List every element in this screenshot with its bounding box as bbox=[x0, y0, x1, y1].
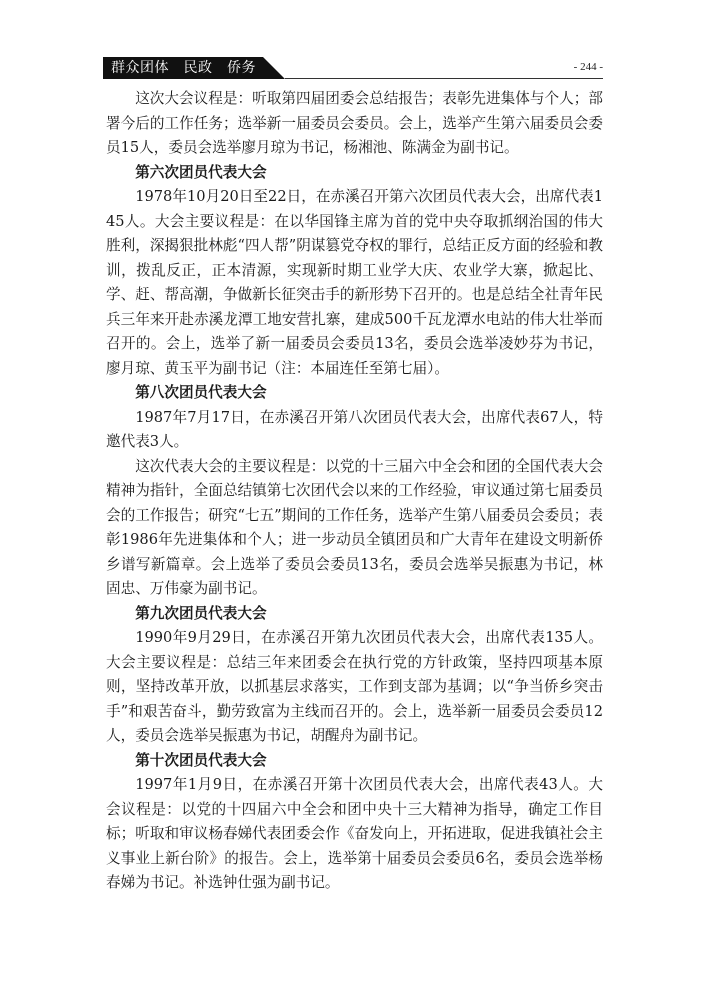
page-number: - 244 - bbox=[573, 61, 603, 73]
header-title: 群众团体 民政 侨务 bbox=[111, 60, 256, 76]
body-paragraph: 这次大会议程是：听取第四届团委会总结报告；表彰先进集体与个人；部署今后的工作任务；选举新一届委员会委员。会上，选举产生第六届委员会委员15人，委员会选举廖月琼为书记，杨湘池、陈满金为副书记。 bbox=[106, 90, 603, 156]
document-body bbox=[106, 87, 603, 896]
header-rule bbox=[285, 78, 603, 79]
body-paragraph: 这次代表大会的主要议程是：以党的十三届六中全会和团的全国代表大会精神为指针，全面总结镇第七次团代会以来的工作经验，审议通过第七届委员会的工作报告；研究“七五”期间的工作任务，选举产生第八届委员会委员；表彰1986年先进集体和个人；进一步动员全镇团员和广大青年在建设文明新侨乡谱写新篇章。会上选举了委员会委员13名，委员会选举吴振惠为书记，林固忠、万伟豪为副书记。 bbox=[106, 457, 603, 597]
section-heading-8th-congress: 第八次团员代表大会 bbox=[135, 384, 267, 401]
body-paragraph: 1997年1月9日，在赤溪召开第十次团员代表大会，出席代表43人。大会议程是：以党的十四届六中全会和团中央十三大精神为指导，确定工作目标；听取和审议杨春娣代表团委会作《奋发向上，开拓进取，促进我镇社会主义事业上新台阶》的报告。会上，选举第十届委员会委员6名，委员会选举杨春娣为书记。补选钟仕强为副书记。 bbox=[106, 776, 603, 891]
body-paragraph: 1987年7月17日，在赤溪召开第八次团员代表大会，出席代表67人，特邀代表3人。 bbox=[106, 408, 603, 450]
body-paragraph: 1990年9月29日，在赤溪召开第九次团员代表大会，出席代表135人。大会主要议程是：总结三年来团委会在执行党的方针政策，坚持四项基本原则，坚持改革开放，以抓基层求落实，工作到支部为基调；以“争当侨乡突击手”和艰苦奋斗，勤劳致富为主线而召开的。会上，选举新一届委员会委员12人，委员会选举吴振惠为书记，胡醒舟为副书记。 bbox=[106, 629, 603, 744]
page-header bbox=[103, 57, 603, 79]
section-heading-9th-congress: 第九次团员代表大会 bbox=[135, 604, 267, 622]
section-heading-10th-congress: 第十次团员代表大会 bbox=[135, 751, 267, 769]
section-heading-6th-congress: 第六次团员代表大会 bbox=[135, 163, 267, 181]
body-paragraph: 1978年10月20日至22日，在赤溪召开第六次团员代表大会，出席代表145人。大会主要议程是：在以华国锋主席为首的党中央夺取抓纲治国的伟大胜利，深揭狠批林彪“四人帮”阴谋篡党夺权的罪行，总结正反方面的经验和教训，拨乱反正，正本清源，实现新时期工业学大庆、农业学大寨，掀起比、学、赶、帮高潮，争做新长征突击手的新形势下召开的。也是总结全社青年民兵三年来开赴赤溪龙潭工地安营扎寨，建成500千瓦龙潭水电站的伟大壮举而召开的。会上，选举了新一届委员会委员13名，委员会选举凌妙芬为书记，廖月琼、黄玉平为副书记（注：本届连任至第七届）。 bbox=[106, 188, 603, 377]
